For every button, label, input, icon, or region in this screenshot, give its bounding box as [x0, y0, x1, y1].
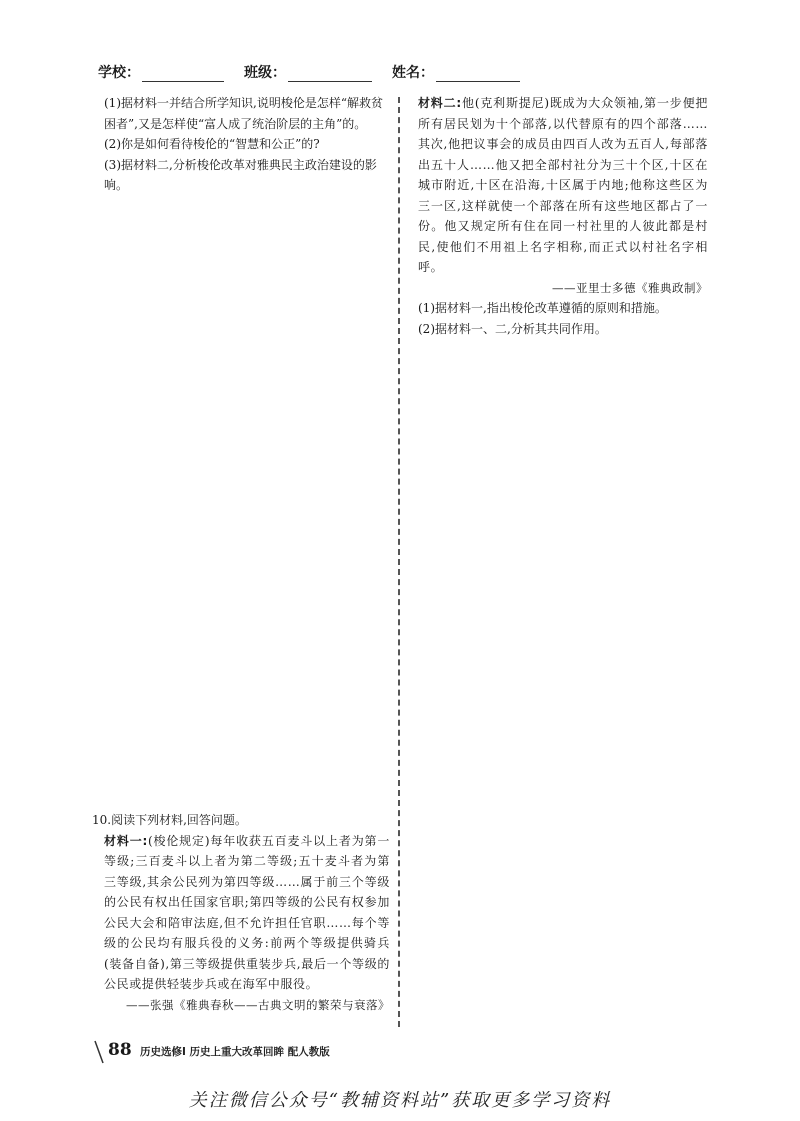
question-10: [92, 810, 390, 1015]
right-column: [418, 93, 708, 339]
material-1-source: ——张强《雅典春秋——古典文明的繁荣与衰落》: [126, 997, 390, 1012]
question-10-prompt: 10.阅读下列材料,回答问题。: [92, 813, 247, 827]
class-blank-line: [288, 67, 372, 82]
page-number: 88: [108, 1040, 132, 1060]
material-2-label: 材料二:: [418, 96, 462, 110]
material-1: [92, 831, 390, 995]
page-footer: [92, 1040, 412, 1066]
name-label: 姓名：: [392, 65, 434, 81]
right-question-1: (1)据材料一,指出梭伦改革遵循的原则和措施。: [418, 301, 667, 315]
material-2: [418, 93, 708, 278]
left-question-1: (1)据材料一并结合所学知识,说明梭伦是怎样“解救贫困者”,又是怎样使“富人成了统治阶层的主角”的。: [104, 96, 383, 131]
left-question-2: (2)你是如何看待梭伦的“智慧和公正”的?: [104, 137, 320, 151]
school-label: 学校：: [98, 65, 140, 81]
material-2-source: ——亚里士多德《雅典政制》: [552, 280, 708, 295]
book-title: 历史选修Ⅰ 历史上重大改革回眸 配人教版: [140, 1046, 330, 1058]
left-question-3: (3)据材料二,分析梭伦改革对雅典民主政治建设的影响。: [104, 157, 377, 192]
column-divider: [398, 97, 400, 1027]
name-field: [392, 62, 520, 82]
class-field: [244, 62, 372, 82]
school-field: [98, 62, 224, 82]
name-blank-line: [436, 67, 520, 82]
left-questions: [104, 93, 388, 196]
watermark-text: 关注微信公众号“教辅资料站”获取更多学习资料: [188, 1090, 612, 1111]
material-2-text: 他(克利斯提尼)既成为大众领袖,第一步便把所有居民划为十个部落,以代替原有的四个部落……其次,他把议事会的成员由四百人改为五百人,每部落出五十人……他又把全部村社分为三十个区,十区在城市附近,十区在沿海,十区属于内地;他称这些区为三一区,这样就使一个部落在所有这些地区都占了一份。他又规定所有住在同一村社里的人彼此都是村民,使他们不用祖上名字相称,而正式以村社名字相呼。: [418, 96, 708, 274]
slash-mark-icon: [92, 1040, 106, 1064]
school-blank-line: [142, 67, 224, 82]
student-info-header: [98, 62, 698, 84]
material-1-text: (梭伦规定)每年收获五百麦斗以上者为第一等级;三百麦斗以上者为第二等级;五十麦斗者为第三等级,其余公民列为第四等级……属于前三个等级的公民有权出任国家官职;第四等级的公民有权参加公民大会和陪审法庭,但不允许担任官职……每个等级的公民均有服兵役的义务:前两个等级提供骑兵(装备自备),第三等级提供重装步兵,最后一个等级的公民或提供轻装步兵或在海军中服役。: [104, 833, 391, 991]
class-label: 班级：: [244, 65, 286, 81]
right-question-2: (2)据材料一、二,分析其共同作用。: [418, 321, 607, 336]
material-1-label: 材料一:: [104, 833, 148, 848]
